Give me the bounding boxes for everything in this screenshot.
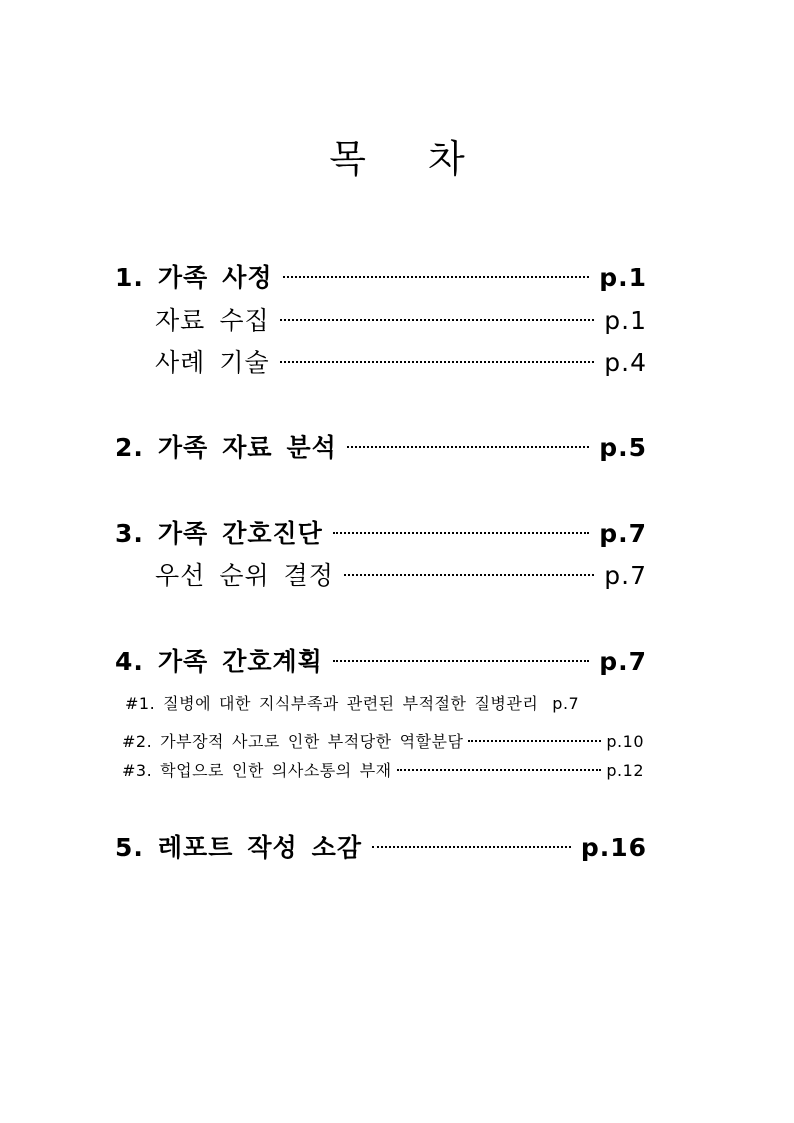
page-title [0, 128, 794, 183]
toc-entry-1b[interactable] [155, 343, 647, 379]
toc-page-number: p.12 [606, 761, 644, 780]
dot-leader [283, 276, 590, 278]
toc-label: 4. 가족 간호계획 [115, 647, 323, 676]
toc-page-number: p.1 [599, 263, 647, 292]
dot-leader [333, 532, 589, 534]
toc-entry-5[interactable] [115, 828, 647, 864]
dot-leader [468, 740, 601, 742]
toc-page-number: p.1 [604, 306, 647, 335]
toc-page-number: p.10 [606, 732, 644, 751]
toc-entry-4-1[interactable] [125, 691, 644, 714]
toc-entry-4[interactable] [115, 642, 647, 678]
toc-entry-4-3[interactable] [122, 758, 644, 781]
title-char-1: 목 [329, 137, 366, 181]
toc-entry-3[interactable] [115, 514, 647, 550]
toc-page-number: p.7 [599, 519, 647, 548]
dot-leader [372, 846, 571, 848]
toc-label: 3. 가족 간호진단 [115, 519, 323, 548]
toc-entry-3a[interactable] [155, 556, 647, 592]
dot-leader [280, 319, 595, 321]
dot-leader [280, 361, 595, 363]
toc-page-number: p.5 [599, 433, 647, 462]
toc-label: 1. 가족 사정 [115, 263, 273, 292]
toc-entry-1[interactable] [115, 258, 647, 294]
toc-entry-2[interactable] [115, 428, 647, 464]
dot-leader [397, 769, 602, 771]
toc-page-number: p.16 [580, 833, 647, 862]
toc-label: 5. 레포트 작성 소감 [115, 833, 362, 862]
toc-entry-1a[interactable] [155, 301, 647, 337]
toc-page-number: p.4 [604, 348, 647, 377]
toc-label: #3. 학업으로 인한 의사소통의 부재 [122, 761, 392, 780]
toc-page-number: p.7 [604, 561, 647, 590]
toc-entry-4-2[interactable] [122, 729, 644, 752]
toc-page-number: p.7 [552, 694, 580, 713]
toc-label: 우선 순위 결정 [155, 561, 334, 590]
dot-leader [347, 446, 589, 448]
toc-label: 자료 수집 [155, 306, 270, 335]
toc-label: #2. 가부장적 사고로 인한 부적당한 역할분담 [122, 732, 464, 751]
toc-label: #1. 질병에 대한 지식부족과 관련된 부적절한 질병관리 [125, 694, 539, 713]
dot-leader [344, 574, 594, 576]
toc-label: 2. 가족 자료 분석 [115, 433, 337, 462]
title-char-2: 차 [428, 137, 465, 181]
toc-page-number: p.7 [599, 647, 647, 676]
dot-leader [333, 660, 589, 662]
toc-label: 사례 기술 [155, 348, 270, 377]
